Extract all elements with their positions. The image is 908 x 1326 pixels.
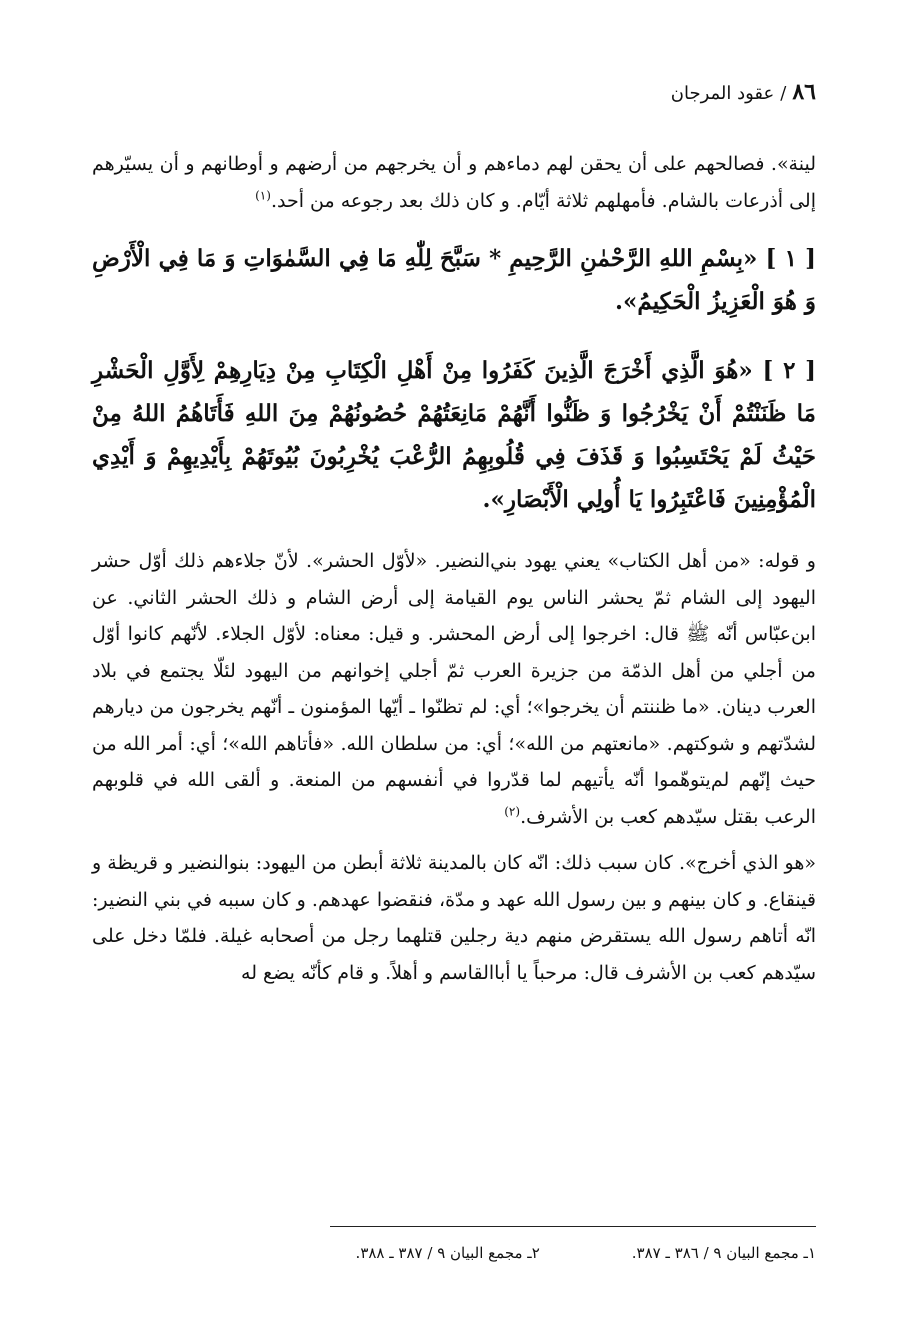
commentary-paragraph-2: «هو الذي أخرج». كان سبب ذلك: انّه كان بالمدينة ثلاثة أبطن من اليهود: بنوالنضير و قريظة و قينقاع. و كان بينهم و بين رسول الله عهد و مدّة، فنقضوا عهدهم. و كان سببه في بني النضير: انّه أتاهم رسول الله يستقرض منهم دية رجلين قتلهما رجل من أصحابه غيلة. فلمّا دخل على سيّدهم كعب بن الأشرف قال: مرحباً يا أباالقاسم و أهلاً. و قام كأنّه يضع له: [92, 852, 816, 984]
footnote-2: ٢ـ مجمع البيان ٩ / ٣٨٧ ـ ٣٨٨.: [355, 1244, 540, 1262]
footnote-ref-1: (١): [255, 188, 271, 203]
book-title: عقود المرجان: [670, 83, 775, 104]
quran-verse-2: [ ٢ ] «هُوَ الَّذِي أَخْرَجَ الَّذِينَ كَفَرُوا مِنْ أَهْلِ الْكِتَابِ مِنْ دِيَارِهِمْ لِأَوَّلِ الْحَشْرِ مَا ظَنَنْتُمْ أَنْ يَخْرُجُوا وَ ظَنُّوا أَنَّهُمْ مَانِعَتُهُمْ حُصُونُهُمْ مِنَ اللهِ فَأَتَاهُمُ اللهُ مِنْ حَيْثُ لَمْ يَحْتَسِبُوا وَ قَذَفَ فِي قُلُوبِهِمُ الرُّعْبَ يُخْرِبُونَ بُيُوتَهُمْ بِأَيْدِيهِمْ وَ أَيْدِي الْمُؤْمِنِينَ فَاعْتَبِرُوا يَا أُولِي الْأَبْصَارِ».: [92, 357, 817, 513]
footnote-ref-2: (٢): [504, 804, 521, 819]
footnotes: [356, 1242, 816, 1264]
paragraph-intro-line1: لينة». فصالحهم على أن يحقن لهم دماءهم و أن يخرجهم من أرضهم و أوطانهم و أن: [159, 153, 817, 175]
commentary-text-1: و قوله: «من أهل الكتاب» يعني يهود بني‌النضير. «لأوّل الحشر». لأنّ جلاءهم ذلك أوّل حشر اليهود إلى الشام ثمّ يحشر الناس يوم القيامة إلى أرض الشام و ذلك الحشر الثاني. عن ابن‌عبّاس أنّه ﷺ قال: اخرجوا إلى أرض المحشر. و قيل: معناه: لأوّل الجلاء. لأنّهم كانوا أوّل من أجلي من أهل الذمّة من جزيرة العرب ثمّ أجلي إخوانهم من اليهود لئلّا يجتمع في بلاد العرب دينان. «ما ظننتم أن يخرجوا»؛ أي: لم تظنّوا ـ أيّها المؤمنون ـ أنّهم يخرجون من ديارهم لشدّتهم و شوكتهم. «مانعتهم من الله»؛ أي: من سلطان الله. «فأتاهم الله»؛ أي: أمر الله من حيث إنّهم لم‌يتوهّموا أنّه يأتيهم لما قدّروا في أنفسهم من المنعة. و ألقى الله في قلوبهم الرعب بقتل سيّدهم كعب بن الأشرف.: [92, 550, 816, 828]
page-number: ٨٦: [792, 79, 816, 105]
running-header: [671, 80, 816, 106]
paragraph-intro-line2: يسيّرهم إلى أذرعات بالشام. فأمهلهم ثلاثة أيّام. و كان ذلك بعد رجوعه من أحد.: [92, 153, 816, 212]
page-body: [92, 146, 816, 991]
header-separator: /: [780, 83, 787, 104]
paragraph-intro: [92, 146, 816, 219]
quran-verse-1: [ ١ ] «بِسْمِ اللهِ الرَّحْمٰنِ الرَّحِيمِ * سَبَّحَ لِلّٰهِ مَا فِي السَّمٰوَاتِ وَ مَا فِي الْأَرْضِ وَ هُوَ الْعَزِيزُ الْحَكِيمُ».: [92, 245, 816, 315]
footnote-divider: [330, 1226, 816, 1227]
footnote-1: ١ـ مجمع البيان ٩ / ٣٨٦ ـ ٣٨٧.: [631, 1244, 816, 1262]
commentary-paragraph-1: [92, 543, 816, 835]
